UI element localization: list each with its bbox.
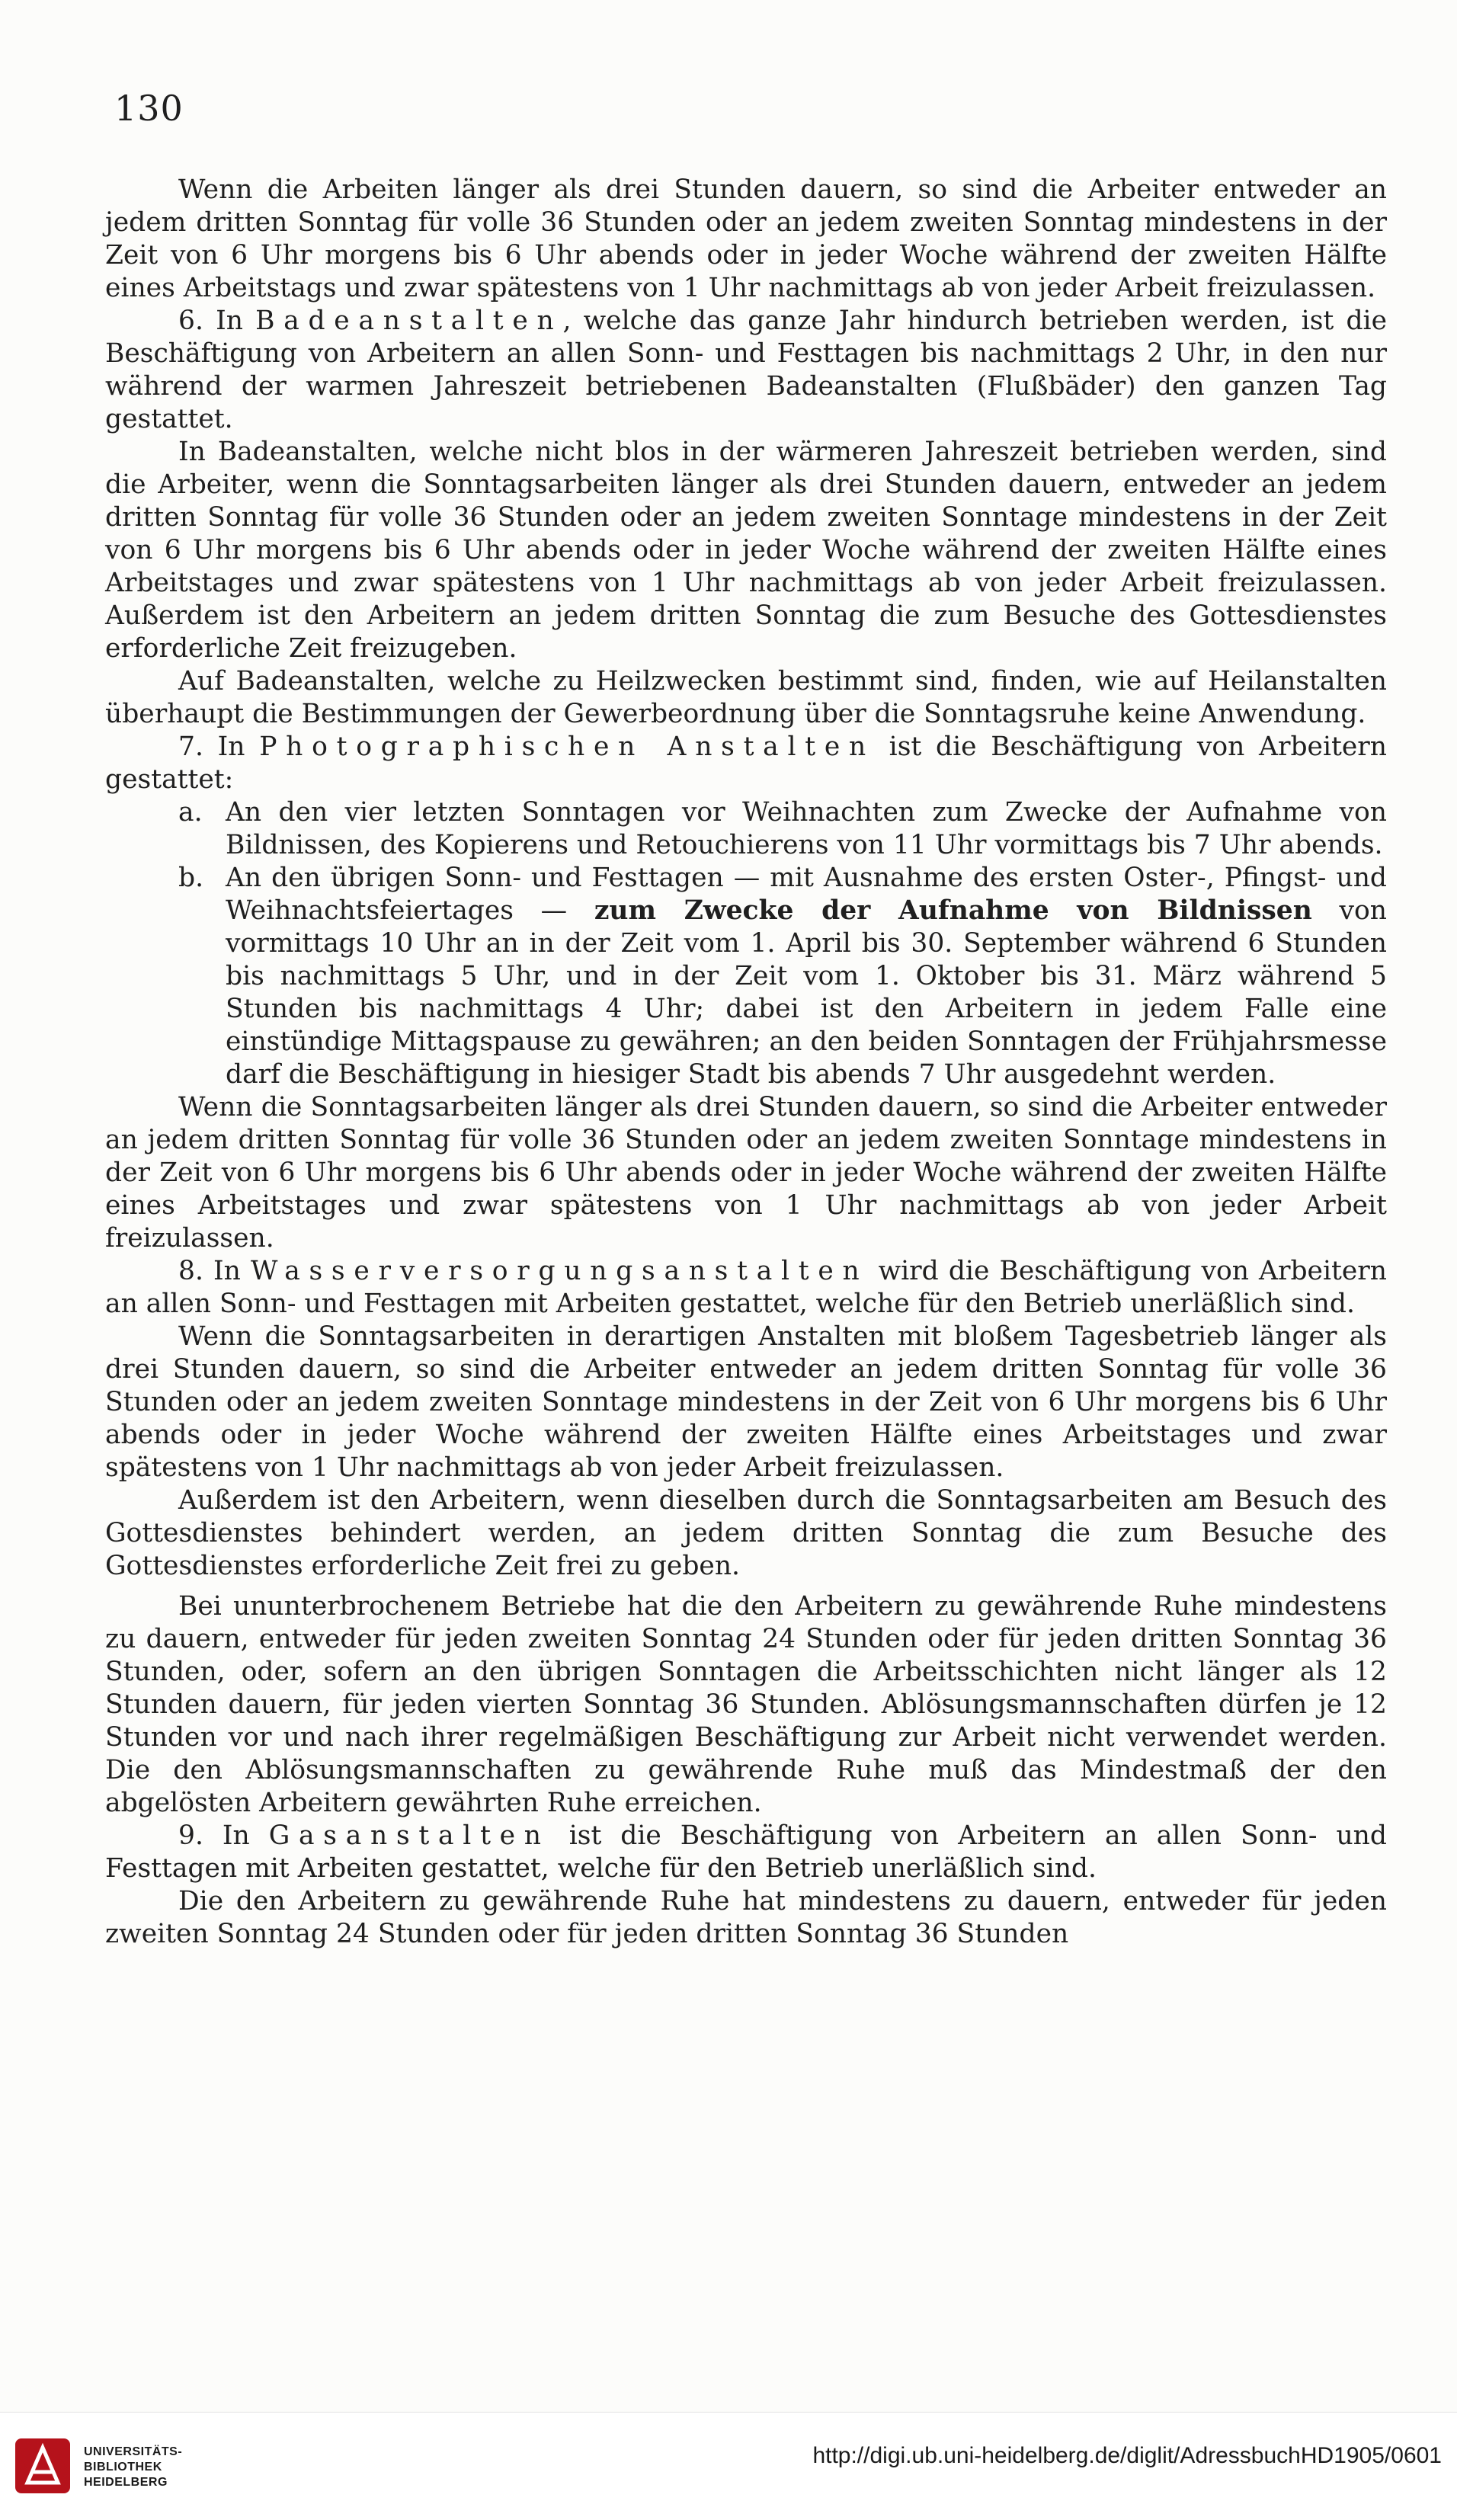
spaced-emphasis: Photographischen Anstalten: [259, 732, 875, 762]
list-item: b. An den übrigen Sonn- und Festtagen — mit Ausnahme des ersten Oster-, Pfingst- und Weihnachtsfeiertages — zum Zwecke der Aufnahme von Bildnissen von vormittags 10 Uhr an in der Zeit vom 1. April bis 30. September während 6 Stunden bis nachmittags 5 Uhr, und in der Zeit vom 1. Oktober bis 31. März während 5 Stunden bis nachmittags 4 Uhr; dabei ist den Arbeitern in jedem Falle eine einstündige Mittagspause zu gewähren; an den beiden Sonntagen der Frühjahrsmesse darf die Beschäftigung in hiesiger Stadt bis abends 7 Uhr ausgedehnt werden.: [178, 863, 1387, 1090]
list-marker: b.: [178, 863, 204, 893]
viewer-footer: [0, 2412, 1457, 2520]
list-marker: a.: [178, 797, 203, 828]
paragraph: In Badeanstalten, welche nicht blos in der wärmeren Jahreszeit betrieben werden, sind die Arbeiter, wenn die Sonntagsarbeiten länger als drei Stunden dauern, entweder an jedem dritten Sonntag für volle 36 Stunden oder an jedem zweiten Sonntage mindestens in der Zeit von 6 Uhr morgens bis 6 Uhr abends oder in jeder Woche während der zweiten Hälfte eines Arbeitstages und zwar spätestens von 1 Uhr nachmittags ab von jeder Arbeit freizulassen. Außerdem ist den Arbeitern an jedem dritten Sonntag die zum Besuche des Gottesdienstes erforderliche Zeit freizugeben.: [105, 437, 1387, 664]
paragraph: Die den Arbeitern zu gewährende Ruhe hat mindestens zu dauern, entweder für jeden zweiten Sonntag 24 Stunden oder für jeden dritten Sonntag 36 Stunden: [105, 1886, 1387, 1949]
spaced-emphasis: Gasanstalten: [268, 1820, 550, 1851]
logo-line: HEIDELBERG: [84, 2476, 168, 2489]
paragraph: Wenn die Sonntagsarbeiten länger als drei Stunden dauern, so sind die Arbeiter entweder an jedem dritten Sonntag für volle 36 Stunden oder an jedem zweiten Sonntage mindestens in der Zeit von 6 Uhr morgens bis 6 Uhr abends oder in jeder Woche während der zweiten Hälfte eines Arbeitstages und zwar spätestens von 1 Uhr nachmittags ab von jeder Arbeit freizulassen.: [105, 1092, 1387, 1254]
spaced-emphasis: Badeanstalten: [255, 306, 563, 336]
paragraph: Bei ununterbrochenem Betriebe hat die den Arbeitern zu gewährende Ruhe mindestens zu dauern, entweder für jeden zweiten Sonntag 24 Stunden oder für jeden dritten Sonntag 36 Stunden, oder, sofern an den übrigen Sonntagen die Arbeitsschichten nicht länger als 12 Stunden dauern, für jeden vierten Sonntag 36 Stunden. Ablösungsmannschaften dürfen je 12 Stunden vor und nach ihrer regelmäßigen Beschäftigung zur Arbeit nicht verwendet werden. Die den Ablösungsmannschaften zu gewährende Ruhe muß das Mindestmaß der den abgelösten Arbeitern gewährten Ruhe erreichen.: [105, 1591, 1387, 1818]
paragraph: Außerdem ist den Arbeitern, wenn dieselben durch die Sonntagsarbeiten am Besuch des Gottesdienstes behindert werden, an jedem dritten Sonntag die zum Besuche des Gottesdienstes erforderliche Zeit frei zu geben.: [105, 1485, 1387, 1581]
paragraph: Auf Badeanstalten, welche zu Heilzwecken bestimmt sind, finden, wie auf Heilanstalten überhaupt die Bestimmungen der Gewerbeordnung über die Sonntagsruhe keine Anwendung.: [105, 666, 1387, 729]
logo-line: BIBLIOTHEK: [84, 2461, 162, 2474]
paragraph: 8. In Wasserversorgungsanstalten wird die Beschäftigung von Arbeitern an allen Sonn- und Festtagen mit Arbeiten gestattet, welche für den Betrieb unerläßlich sind.: [105, 1256, 1387, 1319]
bold-emphasis: zum Zwecke der Aufnahme von Bildnissen: [594, 895, 1312, 926]
paragraph: 6. In Badeanstalten, welche das ganze Jahr hindurch betrieben werden, ist die Beschäftigung von Arbeitern an allen Sonn- und Festtagen bis nachmittags 2 Uhr, in den nur während der warmen Jahreszeit betriebenen Badeanstalten (Flußbäder) den ganzen Tag gestattet.: [105, 306, 1387, 434]
source-url-link[interactable]: http://digi.ub.uni-heidelberg.de/diglit/AdressbuchHD1905/0601: [812, 2443, 1442, 2468]
library-logo-text: [84, 2445, 182, 2490]
spaced-emphasis: Wasserversorgungsanstalten: [251, 1256, 869, 1286]
paragraph: 9. In Gasanstalten ist die Beschäftigung von Arbeitern an allen Sonn- und Festtagen mit Arbeiten gestattet, welche für den Betrieb unerläßlich sind.: [105, 1820, 1387, 1884]
list-item: a. An den vier letzten Sonntagen vor Weihnachten zum Zwecke der Aufnahme von Bildnissen, des Kopierens und Retouchierens von 11 Uhr vormittags bis 7 Uhr abends.: [178, 797, 1387, 860]
library-seal-icon: [14, 2437, 72, 2495]
paragraph: Wenn die Sonntagsarbeiten in derartigen Anstalten mit bloßem Tagesbetrieb länger als drei Stunden dauern, so sind die Arbeiter entweder an jedem dritten Sonntag für volle 36 Stunden oder an jedem zweiten Sonntage mindestens in der Zeit von 6 Uhr morgens bis 6 Uhr abends oder in jeder Woche während der zweiten Hälfte eines Arbeitstages und zwar spätestens von 1 Uhr nachmittags ab von jeder Arbeit freizulassen.: [105, 1321, 1387, 1483]
paragraph: Wenn die Arbeiten länger als drei Stunden dauern, so sind die Arbeiter entweder an jedem dritten Sonntag für volle 36 Stunden oder an jedem zweiten Sonntag mindestens in der Zeit von 6 Uhr morgens bis 6 Uhr abends oder in jeder Woche während der zweiten Hälfte eines Arbeitstags und zwar spätestens von 1 Uhr nachmittags ab von jeder Arbeit freizulassen.: [105, 175, 1387, 303]
paragraph: 7. In Photographischen Anstalten ist die Beschäftigung von Arbeitern gestattet:: [105, 732, 1387, 795]
logo-line: UNIVERSITÄTS-: [84, 2445, 183, 2458]
body-text: [105, 174, 1387, 1951]
library-logo[interactable]: [14, 2434, 242, 2506]
page-number: 130: [114, 88, 184, 129]
